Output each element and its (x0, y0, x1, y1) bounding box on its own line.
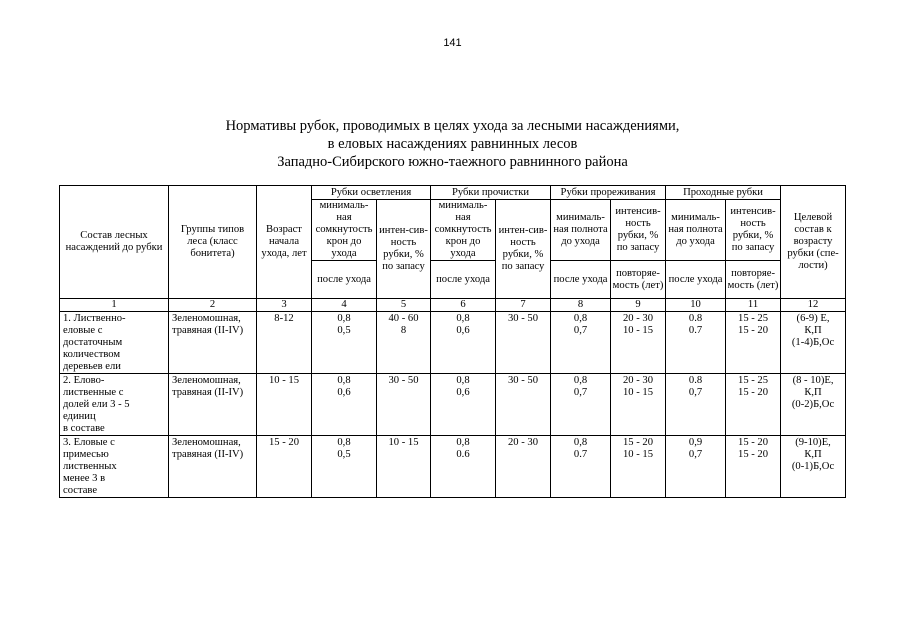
cell-osv-min: 0,8 0,5 (312, 312, 377, 374)
cell-pro-intensity: 30 - 50 (496, 374, 551, 436)
cell-prz-intensity: 20 - 30 10 - 15 (611, 374, 666, 436)
cell-pro-intensity: 20 - 30 (496, 436, 551, 498)
header-start-age: Возраст начала ухода, лет (257, 186, 312, 299)
header-prz-intensity: интенсив-ность рубки, % по запасу (611, 200, 666, 261)
cell-composition: 3. Еловые с примесью лиственных менее 3 в составе (60, 436, 169, 498)
cell-composition: 1. Лиственно- еловые с достаточным количеством деревьев ели (60, 312, 169, 374)
header-forest-type: Группы типов леса (класс бонитета) (169, 186, 257, 299)
cell-start-age: 8-12 (257, 312, 312, 374)
cell-osv-intensity: 10 - 15 (377, 436, 431, 498)
cell-prh-intensity: 15 - 25 15 - 20 (726, 374, 781, 436)
header-prh-after: после ухода (666, 261, 726, 299)
cell-start-age: 15 - 20 (257, 436, 312, 498)
table-row (60, 312, 846, 374)
title-line-2: в еловых насаждениях равнинных лесов (327, 136, 578, 152)
header-pro-intensity: интен-сив-ность рубки, % по запасу (496, 200, 551, 299)
column-number: 3 (257, 299, 312, 312)
cell-pro-intensity: 30 - 50 (496, 312, 551, 374)
cell-pro-min: 0,8 0,6 (431, 374, 496, 436)
cell-prh-intensity: 15 - 20 15 - 20 (726, 436, 781, 498)
header-composition: Состав лесных насаждений до рубки (60, 186, 169, 299)
cell-osv-intensity: 40 - 60 8 (377, 312, 431, 374)
column-number: 11 (726, 299, 781, 312)
cell-pro-min: 0,8 0.6 (431, 436, 496, 498)
cell-target-composition: (8 - 10)Е, К,П (0-2)Б,Ос (781, 374, 846, 436)
header-prh-repeat: повторяе-мость (лет) (726, 261, 781, 299)
header-group-prohodnye: Проходные рубки (666, 186, 781, 200)
header-group-osvetlenie: Рубки осветления (312, 186, 431, 200)
cell-prh-min: 0.8 0.7 (666, 312, 726, 374)
cell-prh-intensity: 15 - 25 15 - 20 (726, 312, 781, 374)
table-row (60, 374, 846, 436)
column-number: 6 (431, 299, 496, 312)
cell-osv-min: 0,8 0,5 (312, 436, 377, 498)
header-group-prochistka: Рубки прочистки (431, 186, 551, 200)
title-line-1: Нормативы рубок, проводимых в целях ухода за лесными насаждениями, (225, 118, 680, 134)
cell-prz-min: 0,8 0,7 (551, 312, 611, 374)
cell-start-age: 10 - 15 (257, 374, 312, 436)
header-osv-after: после ухода (312, 261, 377, 299)
header-pro-min-density: минималь-ная сомкнутость крон до ухода (431, 200, 496, 261)
header-pro-after: после ухода (431, 261, 496, 299)
cell-prz-intensity: 15 - 20 10 - 15 (611, 436, 666, 498)
cell-prh-min: 0.8 0,7 (666, 374, 726, 436)
header-group-prorezhivanie: Рубки прореживания (551, 186, 666, 200)
column-number: 4 (312, 299, 377, 312)
column-number: 7 (496, 299, 551, 312)
column-number: 10 (666, 299, 726, 312)
cell-target-composition: (9-10)Е, К,П (0-1)Б,Ос (781, 436, 846, 498)
cell-target-composition: (6-9) Е, К,П (1-4)Б,Ос (781, 312, 846, 374)
cell-prz-min: 0,8 0.7 (551, 436, 611, 498)
cell-prh-min: 0,9 0,7 (666, 436, 726, 498)
cell-pro-min: 0,8 0,6 (431, 312, 496, 374)
header-target-composition: Целевой состав к возрасту рубки (спе-лости) (781, 186, 846, 299)
cell-forest-type: Зеленомошная, травяная (II-IV) (169, 436, 257, 498)
column-number: 1 (60, 299, 169, 312)
column-number: 8 (551, 299, 611, 312)
header-prz-min-stocking: минималь-ная полнота до ухода (551, 200, 611, 261)
title-line-3: Западно-Сибирского южно-таежного равнинного района (277, 154, 628, 170)
cell-prz-min: 0,8 0,7 (551, 374, 611, 436)
cell-composition: 2. Елово- лиственные с долей ели 3 - 5 единиц в составе (60, 374, 169, 436)
header-prz-repeat: повторяе-мость (лет) (611, 261, 666, 299)
column-number: 5 (377, 299, 431, 312)
norms-table (59, 185, 846, 498)
column-number: 9 (611, 299, 666, 312)
cell-forest-type: Зеленомошная, травяная (II-IV) (169, 374, 257, 436)
header-prz-after: после ухода (551, 261, 611, 299)
page-number: 141 (443, 37, 462, 49)
document-title (0, 117, 905, 171)
column-number: 12 (781, 299, 846, 312)
header-osv-min-density: минималь-ная сомкнутость крон до ухода (312, 200, 377, 261)
cell-prz-intensity: 20 - 30 10 - 15 (611, 312, 666, 374)
cell-forest-type: Зеленомошная, травяная (II-IV) (169, 312, 257, 374)
table-row (60, 436, 846, 498)
cell-osv-min: 0,8 0,6 (312, 374, 377, 436)
header-osv-intensity: интен-сив-ность рубки, % по запасу (377, 200, 431, 299)
cell-osv-intensity: 30 - 50 (377, 374, 431, 436)
column-numbers-row (60, 299, 846, 312)
header-prh-min-stocking: минималь-ная полнота до ухода (666, 200, 726, 261)
header-prh-intensity: интенсив-ность рубки, % по запасу (726, 200, 781, 261)
column-number: 2 (169, 299, 257, 312)
